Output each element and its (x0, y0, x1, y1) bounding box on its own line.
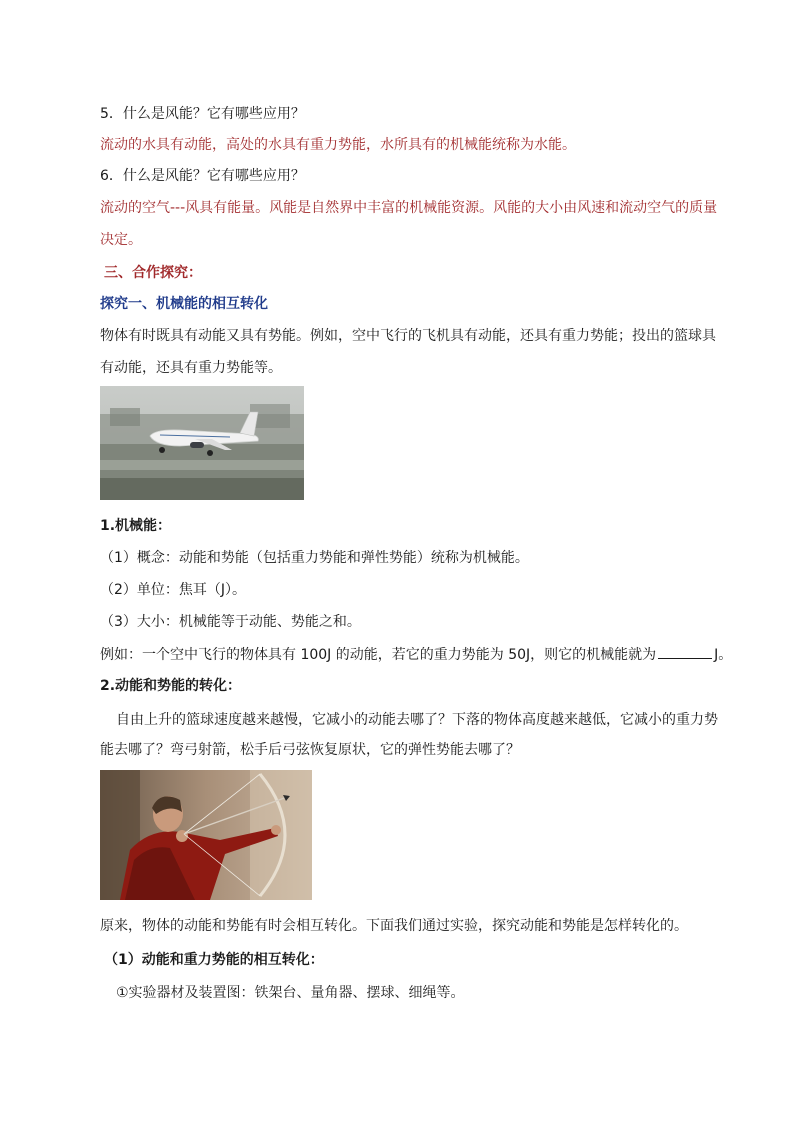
q6-question: 6．什么是风能？它有哪些应用？ (100, 168, 305, 184)
conversion-heading: 2.动能和势能的转化： (100, 678, 242, 694)
conversion-sub1-item1: ①实验器材及装置图：铁架台、量角器、摆球、细绳等。 (116, 985, 465, 1001)
q5-question: 5．什么是风能？它有哪些应用？ (100, 106, 305, 122)
conversion-para-line1: 自由上升的篮球速度越来越慢，它减小的动能去哪了？下落的物体高度越来越低，它减小的重力势 (116, 712, 718, 728)
mechanical-energy-heading: 1.机械能： (100, 518, 172, 534)
mechanical-energy-unit: （2）单位：焦耳（J）。 (100, 582, 247, 598)
example-unit: J。 (714, 647, 733, 663)
q6-answer-line2: 决定。 (100, 232, 142, 248)
explore1-intro-line2: 有动能，还具有重力势能等。 (100, 360, 282, 376)
explore1-title: 探究一、机械能的相互转化 (100, 296, 268, 312)
archer-photo (100, 770, 312, 900)
example-text: 例如：一个空中飞行的物体具有 100J 的动能，若它的重力势能为 50J，则它的机械能就为 (100, 647, 657, 663)
mechanical-energy-size: （3）大小：机械能等于动能、势能之和。 (100, 614, 361, 630)
section3-title: 三、合作探究： (104, 265, 202, 281)
answer-blank (658, 644, 712, 659)
mechanical-energy-concept: （1）概念：动能和势能（包括重力势能和弹性势能）统称为机械能。 (100, 550, 529, 566)
conversion-after-image: 原来，物体的动能和势能有时会相互转化。下面我们通过实验，探究动能和势能是怎样转化的。 (100, 918, 688, 934)
conversion-sub1-heading: （1）动能和重力势能的相互转化： (104, 952, 324, 968)
q5-answer: 流动的水具有动能，高处的水具有重力势能，水所具有的机械能统称为水能。 (100, 137, 576, 153)
explore1-intro-line1: 物体有时既具有动能又具有势能。例如，空中飞行的飞机具有动能，还具有重力势能；投出的篮球具 (100, 328, 716, 344)
conversion-para-line2: 能去哪了？弯弓射箭，松手后弓弦恢复原状，它的弹性势能去哪了？ (100, 742, 520, 758)
q6-answer-line1: 流动的空气---风具有能量。风能是自然界中丰富的机械能资源。风能的大小由风速和流动空气的质量 (100, 200, 718, 216)
mechanical-energy-example (100, 644, 732, 665)
airplane-photo (100, 386, 304, 500)
